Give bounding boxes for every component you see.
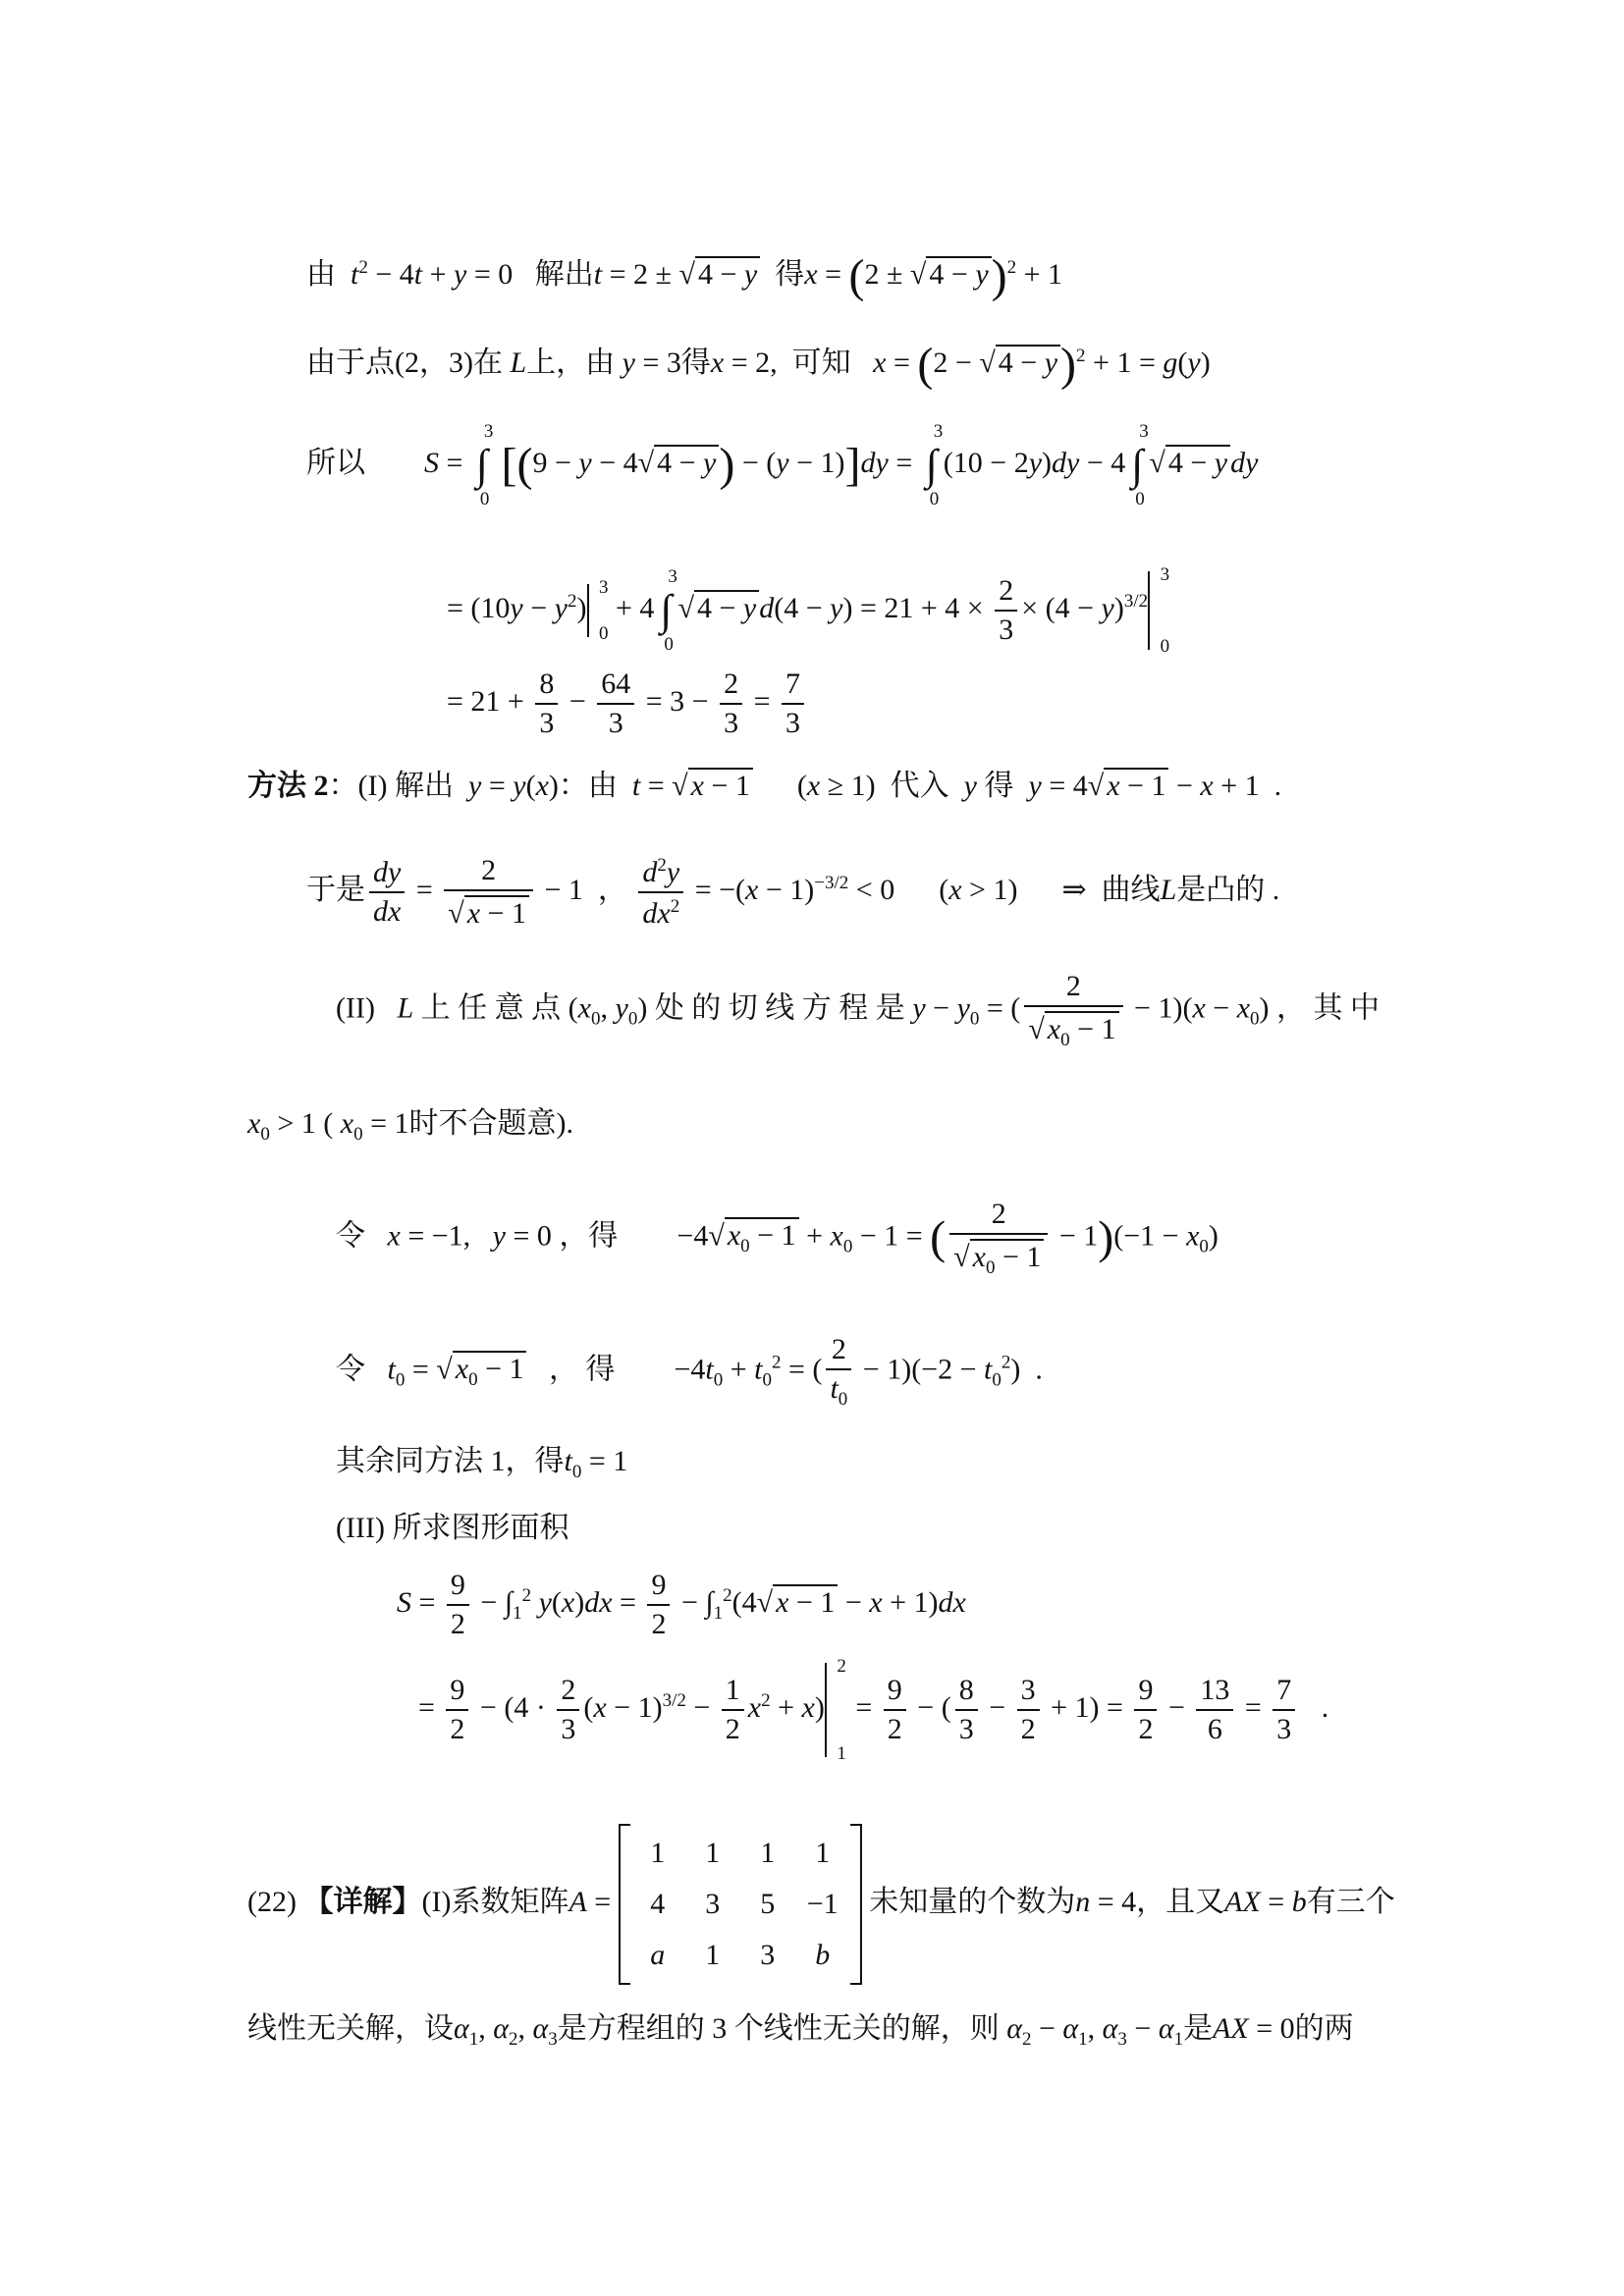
method-label: 方法 2 [247, 770, 329, 802]
line-let-t0: 令 $t_0$ = √ $x_0 - 1$ ， 得 $-4t_0 + t_0^2$ = ( $\frac{2}{t_0}$ − $1)(-2 - t_0^2)$ . [336, 1333, 1043, 1410]
text: 有三个 [1306, 1885, 1395, 1918]
text: 曲线 [1101, 873, 1161, 906]
text: 由于点(2，3)在 [306, 346, 503, 379]
line-tangent: (II) L 上 任 意 点 ($x_0$, $y_0$) 处 的 切 线 方 程 是 $y - y_0$ = ( $\frac{2}{√ x_0 - 1}$ − $1)(x - x_0)$ ， 其 中 [336, 970, 1380, 1050]
line-area-integral: 所以 S = ∫ 3 0 [(9 − y − 4√ 4 − y) − (y − 1)]dy = ∫ 3 0 (10 − 2y)dy − 4 ∫ 3 0 √ 4 − y dy [306, 421, 1259, 509]
text: 是方程组的 3 个线性无关的解，则 [557, 2012, 1000, 2045]
text: 上，由 [526, 346, 616, 379]
text: 未知量的个数为 [869, 1885, 1076, 1918]
text: ， 其 中 [1276, 991, 1380, 1025]
method-2-intro: 方法 2：(I) 解出 y = y(x)：由 t = √ x − 1 (x ≥ 1) 代入 y 得 y = 4√ x − 1 − x + 1 . [247, 770, 1282, 802]
line-rest: 其余同方法 1，得$t_0 = 1$ [336, 1445, 628, 1482]
line-x0-condition: $x_0 > 1$ ( $x_0 = 1$时不合题意). [247, 1107, 573, 1145]
text: 线性无关解，设 [247, 2012, 454, 2045]
line-derivatives: 于是 $\frac{dy}{dx}$ = $\frac{2}{√ x - 1}$ − 1 ， $\frac{d^2y}{dx^2}$ = $-(x - 1)^{-3/2} < 0$ (x > 1) ⇒ 曲线L是凸的 . [306, 854, 1280, 930]
line-area-2: S = $\frac{9}{2}$ − $\int_1^2$ y(x)dx = $\frac{9}{2}$ − $\int_1^2(4√$ x − 1 − x + 1)dx [397, 1569, 966, 1640]
text: 可知 [791, 346, 851, 379]
text: ， 得 [548, 1353, 616, 1386]
problem-22: (22) 【详解】(I)系数矩阵A = 1 1 1 1 4 3 5 −1 a 1 3 b 未知量的个数为n = 4，且又AX = b有三个 [247, 1824, 1395, 1985]
text: 解出 [534, 257, 594, 291]
line-evaluate-1: = $(10y - y^2)$ 3 0 + 4 ∫ 3 0 √ 4 − y d(4 − y) = 21 + 4 × $\frac{2}{3}$ × $(4 - y)^{3/2}$ 3 0 [447, 564, 1170, 657]
text: 令 [336, 1219, 365, 1253]
text: 是 [1183, 2012, 1214, 2045]
problem-number: (22) [247, 1885, 297, 1918]
text: 得 [775, 257, 805, 291]
text: 是凸的 . [1176, 873, 1280, 906]
text: 得 [984, 770, 1014, 802]
line-independent: 线性无关解，设$\alpha_1$, $\alpha_2$, $\alpha_3$是方程组的 3 个线性无关的解，则 $\alpha_2 - \alpha_1$, $\alpha_3 - \alpha_1$是AX = 0的两 [247, 2012, 1354, 2050]
text: 于是 [306, 873, 365, 906]
line-solve-t: 由 $t^2 - 4t + y = 0$ 解出t = 2 ± √ 4 − y 得x = (2 ± √ 4 − y)$^2$ + 1 [306, 250, 1063, 302]
text: 由 [306, 257, 336, 291]
text: 代入 [890, 770, 949, 802]
coefficient-matrix: 1 1 1 1 4 3 5 −1 a 1 3 b [619, 1824, 862, 1985]
detail-label: 【详解】 [303, 1885, 422, 1918]
text: 令 [336, 1353, 365, 1386]
text: ：由 [558, 770, 618, 802]
line-point-on-L: 由于点(2，3)在 L上，由 y = 3得x = 2, 可知 x = (2 − √ 4 − y)$^2$ + 1 = g(y) [306, 339, 1211, 391]
text: 所以 [306, 446, 365, 479]
text: (III) 所求图形面积 [336, 1512, 569, 1544]
text: (I)系数矩阵 [421, 1885, 569, 1918]
line-part-iii [336, 1514, 568, 1543]
text: 的两 [1294, 2012, 1354, 2045]
text: ，得 [559, 1219, 619, 1253]
text: 时不合题意). [408, 1107, 573, 1140]
text: 上 任 意 点 [420, 991, 562, 1025]
line-evaluate-2: = 21 + $\frac{8}{3}$ − $\frac{64}{3}$ = 3 − $\frac{2}{3}$ = $\frac{7}{3}$ [447, 669, 808, 738]
text: ，且又 [1136, 1885, 1225, 1918]
text: 处 的 切 线 方 程 是 [654, 991, 905, 1025]
text: (II) [336, 991, 375, 1025]
line-let-x: 令 x = −1, y = 0 ，得 −4√ $x_0 - 1 + x_0 - 1$ = ( $\frac{2}{√ x_0 - 1}$ − $1)(-1 - x_0)$ [336, 1198, 1218, 1278]
text: 其余同方法 1，得 [336, 1445, 565, 1477]
line-area-3: = $\frac{9}{2}$ − (4 · $\frac{2}{3}$ $(x - 1)^{3/2}$ − $\frac{1}{2}$ $x^2 + x$) 2 1 = $\frac{9}{2}$ − ( $\frac{8}{3}$ − $\frac{3}{2}$ + 1) = $\frac{9}{2}$ − $\frac{13}{6}$ = $\frac{7}{3}$ . [418, 1656, 1329, 1764]
text: ：(I) 解出 [328, 770, 454, 802]
